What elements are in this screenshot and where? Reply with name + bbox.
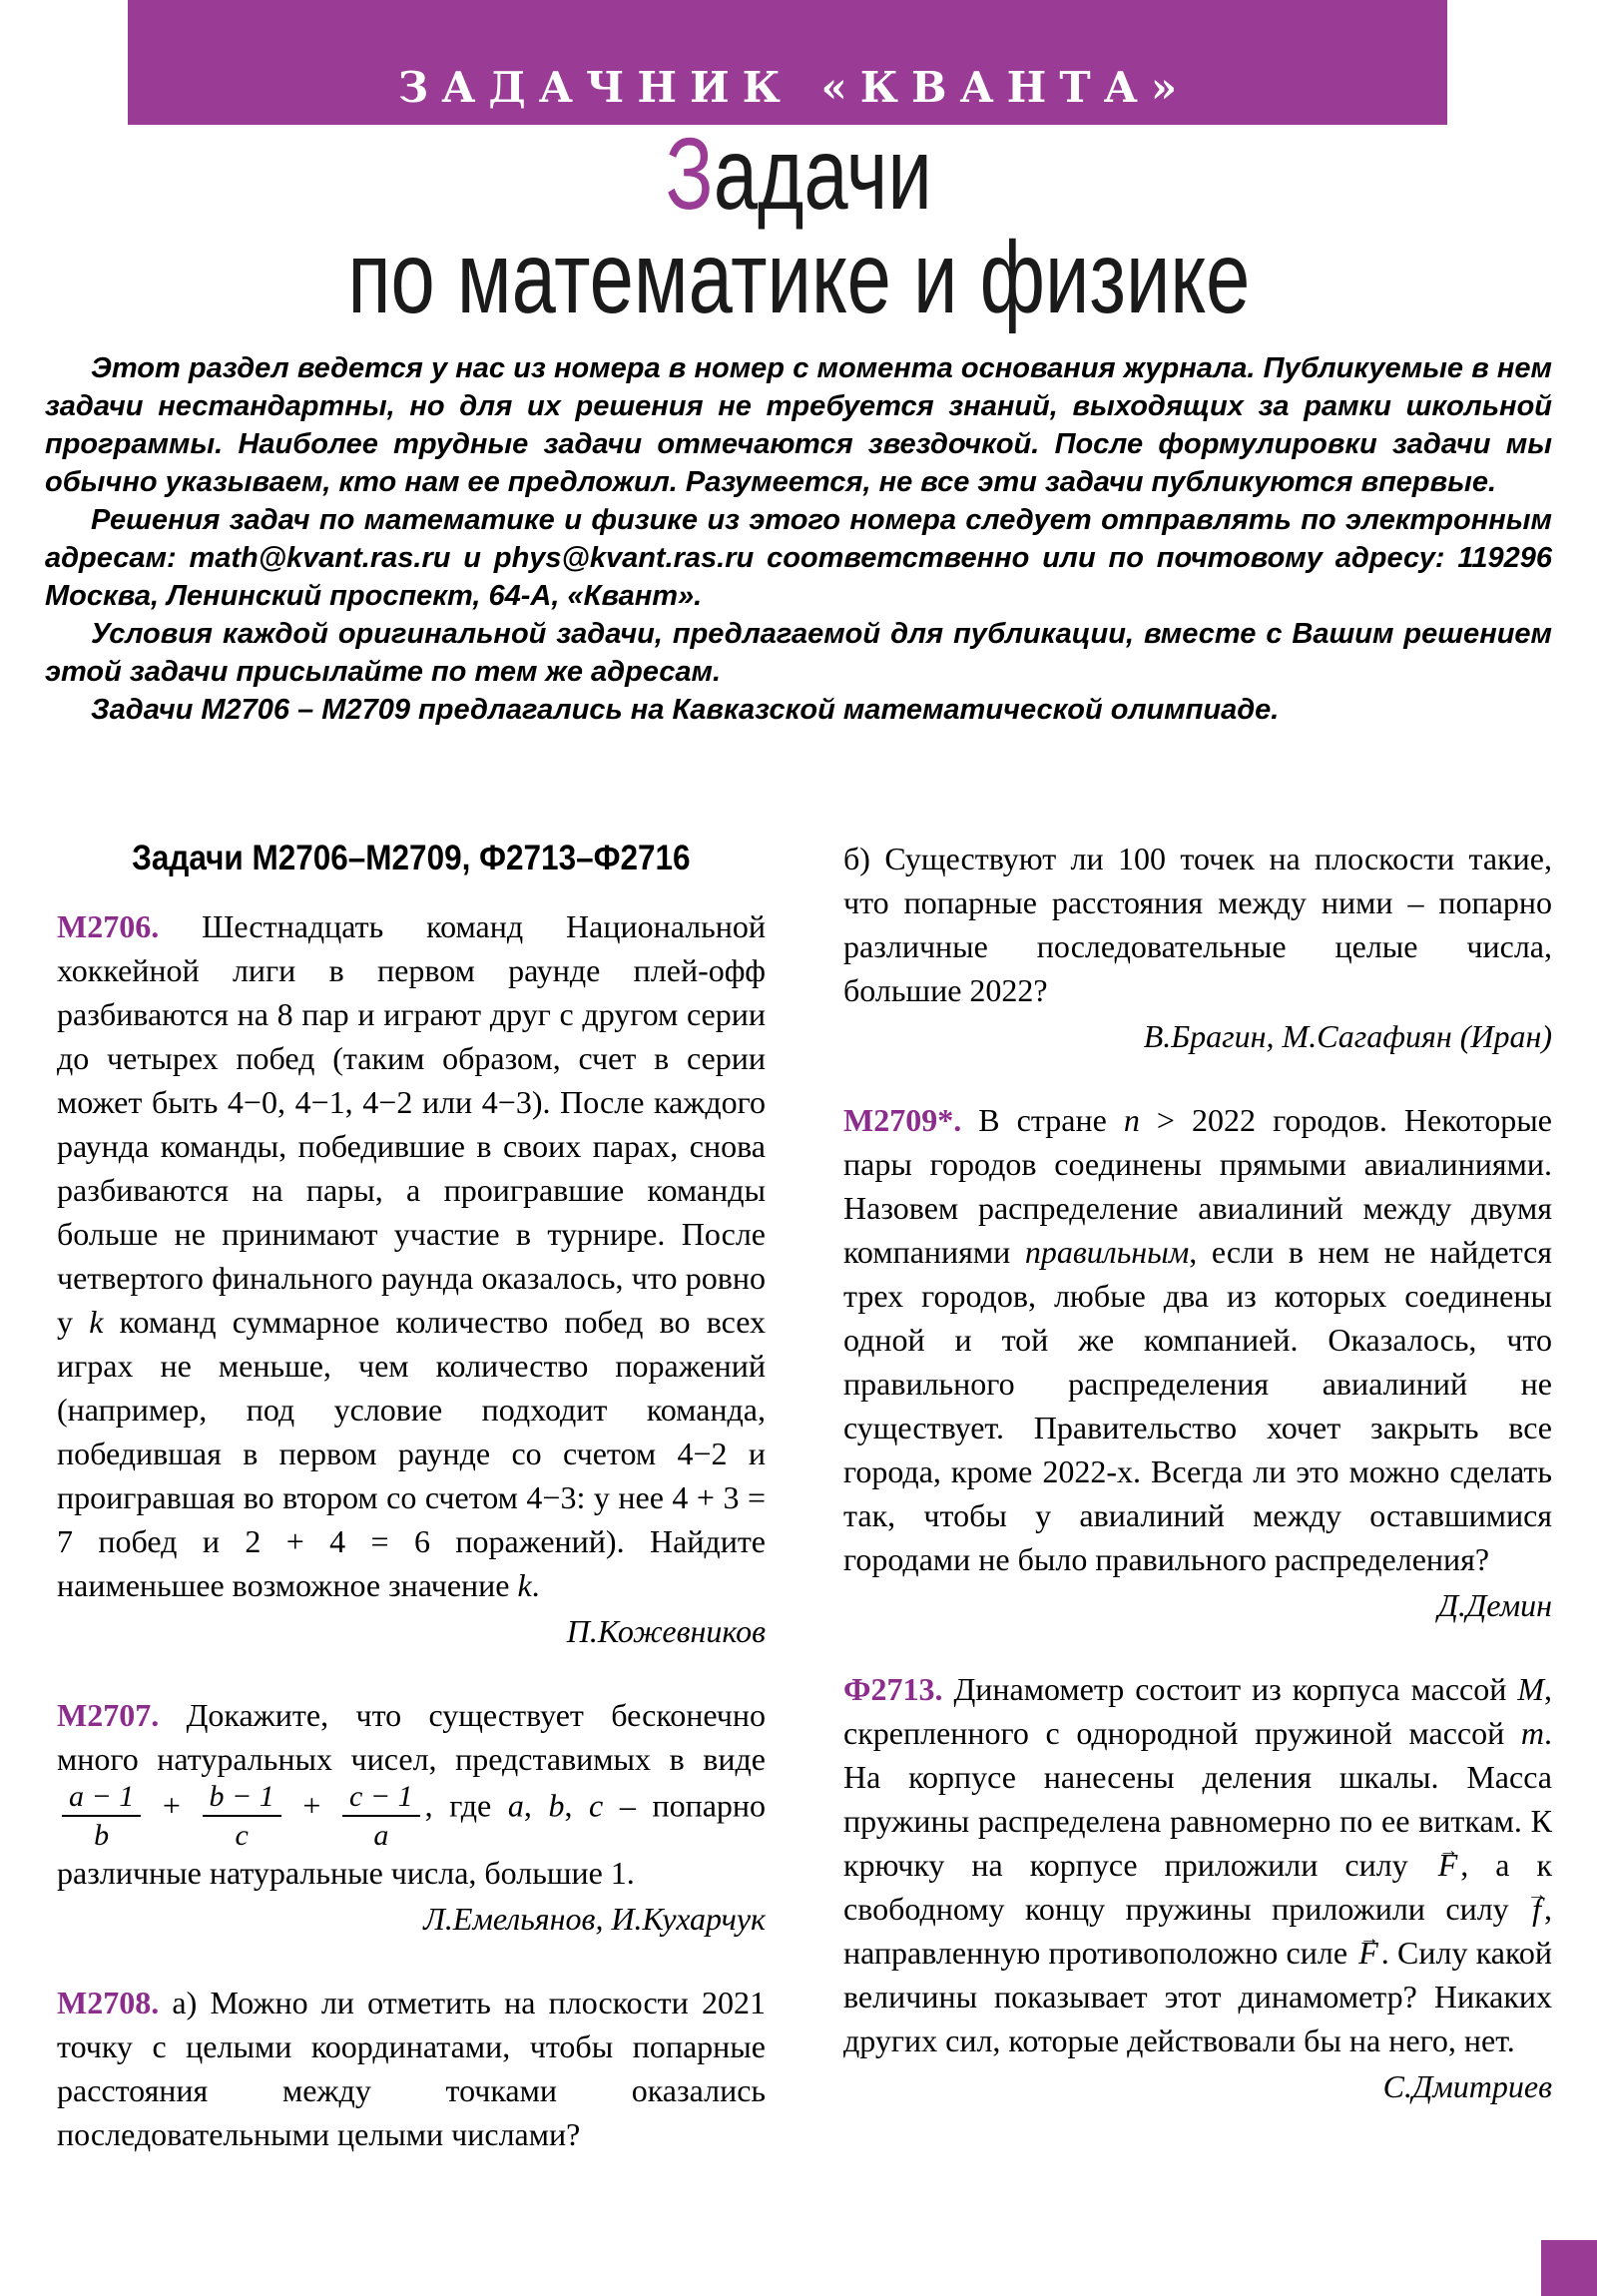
problem-text: , скрепленного с однородной пружиной массой xyxy=(843,1671,1552,1751)
problem-text: Шестнадцать команд Национальной хоккейной лиги в первом раунде плей-офф разбиваются на 8 пар и играют друг с другом серии до четырех побед (таким образом, счет в серии может быть 4−0, 4−1, 4−2 или 4−3). После каждого раунда команды, победившие в своих парах, снова разбиваются на пары, а проигравшие команды больше не принимают участие в турнире. После четвертого финального раунда оказалось, что ровно у xyxy=(57,908,766,1340)
author-line: С.Дмитриев xyxy=(1382,2068,1552,2104)
intro-paragraph: Условия каждой оригинальной задачи, предлагаемой для публикации, вместе с Вашим решением этой задачи присылайте по тем же адресам. xyxy=(45,618,1552,688)
problem-m2707 xyxy=(57,1693,766,1941)
problem-m2706 xyxy=(57,904,766,1653)
problem-paragraph xyxy=(843,837,1552,1012)
problem-text: , где xyxy=(424,1787,508,1824)
math-variable: M xyxy=(1517,1671,1544,1707)
problem-text: команд суммарное количество побед во всех играх не меньше, чем количество поражений (например, под условие подходит команда, победившая в первом раунде со счетом 4−2 и проигравшая во втором со счетом 4−3: у нее 4 + 3 = 7 побед и 2 + 4 = 6 поражений). Найдите наименьшее возможное значение xyxy=(57,1304,767,1603)
problem-text: , если в нем не найдется трех городов, любые два из которых соединены одной и той же компанией. Оказалось, что правильного распределения авиалиний не существует. Правительство хочет закрыть все города, кроме 2022-х. Всегда ли это можно сделать так, чтобы у авиалиний между оставшимися городами не было правильного распределения? xyxy=(843,1234,1552,1577)
problem-text: Динамометр состоит из корпуса массой xyxy=(942,1671,1518,1707)
intro-paragraph: Задачи М2706 – М2709 предлагались на Кавказской математической олимпиаде. xyxy=(91,694,1280,726)
author-line: Л.Емельянов, И.Кухарчук xyxy=(423,1901,766,1938)
section-banner xyxy=(128,0,1447,125)
section-banner-title: ЗАДАЧНИК «КВАНТА» xyxy=(397,63,1191,112)
intro-block xyxy=(45,349,1552,729)
math-variable: k xyxy=(89,1304,104,1340)
problem-text: , xyxy=(523,1787,549,1824)
right-column xyxy=(843,837,1552,2196)
right-column-problems xyxy=(843,837,1552,2108)
vector-f: → f xyxy=(1532,1887,1541,1931)
problem-text: В стране xyxy=(961,1102,1124,1138)
problem-label: М2707. xyxy=(57,1697,160,1733)
problem-text: – попарно различные натуральные числа, большие 1. xyxy=(57,1787,767,1892)
problem-text: , xyxy=(564,1787,590,1824)
problem-text: , направленную противоположно силе xyxy=(843,1891,1552,1971)
problem-text: Докажите, что существует бесконечно много натуральных чисел, представимых в виде xyxy=(57,1697,766,1777)
intro-paragraph: Этот раздел ведется у нас из номера в номер с момента основания журнала. Публикуемые в нем задачи нестандартны, но для их решения не требуется знаний, выходящих за рамки школьной программы. Наиболее трудные задачи отмечаются звездочкой. После формулировки задачи мы обычно указываем, кто нам ее предложил. Разумеется, не все эти задачи публикуются впервые. xyxy=(45,352,1552,498)
math-variable: n xyxy=(1123,1102,1140,1138)
vector-F: → F xyxy=(1438,1843,1458,1887)
page-title-line2: по математике и физике xyxy=(347,221,1250,334)
problem-label: М2708. xyxy=(57,1985,160,2021)
problem-text: . На корпусе нанесены деления шкалы. Масса пружины распределена равномерно по ее виткам. К крючку на корпусе приложили силу xyxy=(843,1715,1552,1883)
left-column xyxy=(57,837,766,2196)
problem-paragraph xyxy=(57,1693,766,1895)
problem-label: М2709*. xyxy=(843,1102,962,1138)
title-line1-rest: адачи xyxy=(713,117,932,231)
problem-paragraph xyxy=(57,904,766,1607)
fraction: $\frac{b - 1}{c}$ xyxy=(203,1781,281,1851)
problem-paragraph xyxy=(843,1667,1552,2062)
fraction: $\frac{c - 1}{a}$ xyxy=(342,1781,420,1851)
math-variable: a xyxy=(507,1787,524,1824)
problem-text: + xyxy=(285,1787,338,1824)
math-variable: m xyxy=(1520,1715,1544,1751)
author-line: Д.Демин xyxy=(1437,1587,1552,1623)
page-title xyxy=(0,117,1597,334)
problem-paragraph xyxy=(843,1098,1552,1581)
problem-m2708b xyxy=(843,837,1552,1058)
title-accent-letter: З xyxy=(665,117,714,231)
fraction: $\frac{a - 1}{b}$ xyxy=(62,1781,141,1851)
intro-paragraph: Решения задач по математике и физике из этого номера следует отправлять по электронным адресам: math@kvant.ras.ru и phys@kvant.ras.ru соответственно или по почтовому адресу: 119296 Москва, Ленинский проспект, 64-А, «Квант». xyxy=(45,504,1552,612)
left-column-problems xyxy=(57,904,766,2156)
math-variable: b xyxy=(548,1787,565,1824)
problem-m2708 xyxy=(57,1981,766,2156)
problem-label: Ф2713. xyxy=(843,1671,943,1707)
problems-section xyxy=(57,837,1552,2196)
problem-f2713 xyxy=(843,1667,1552,2108)
math-variable: c xyxy=(589,1787,604,1824)
math-variable: k xyxy=(517,1567,532,1603)
author-line: П.Кожевников xyxy=(566,1613,766,1649)
corner-decoration xyxy=(1541,2240,1597,2296)
problem-label: М2706. xyxy=(57,908,160,944)
problem-text: а) Можно ли отметить на плоскости 2021 точку с целыми координатами, чтобы попарные расстояния между точками оказались последовательными целыми числами? xyxy=(57,1985,766,2153)
page-title-line1 xyxy=(0,117,1597,231)
problem-m2709 xyxy=(843,1098,1552,1627)
problem-text: , а к свободному концу пружины приложили силу xyxy=(843,1847,1553,1927)
author-line: В.Брагин, М.Сагафиян (Иран) xyxy=(1143,1018,1552,1054)
problem-text: . Силу какой величины показывает этот динамометр? Никаких других сил, которые действовали бы на него, нет. xyxy=(843,1935,1553,2058)
vector-F: → F xyxy=(1358,1931,1378,1975)
problem-paragraph xyxy=(57,1981,766,2156)
problems-range-heading: Задачи М2706–М2709, Ф2713–Ф2716 xyxy=(132,839,691,877)
problem-text: > 2022 городов. Некоторые пары городов соединены прямыми авиалиниями. Назовем распределение авиалиний между двумя компаниями xyxy=(843,1102,1553,1270)
math-variable: правильным xyxy=(1024,1234,1190,1270)
problem-text: б) Существуют ли 100 точек на плоскости такие, что попарные расстояния между ними – попарно различные последовательные целые числа, большие 2022? xyxy=(843,841,1552,1008)
problem-text: . xyxy=(531,1567,540,1603)
problem-text: + xyxy=(146,1787,198,1824)
